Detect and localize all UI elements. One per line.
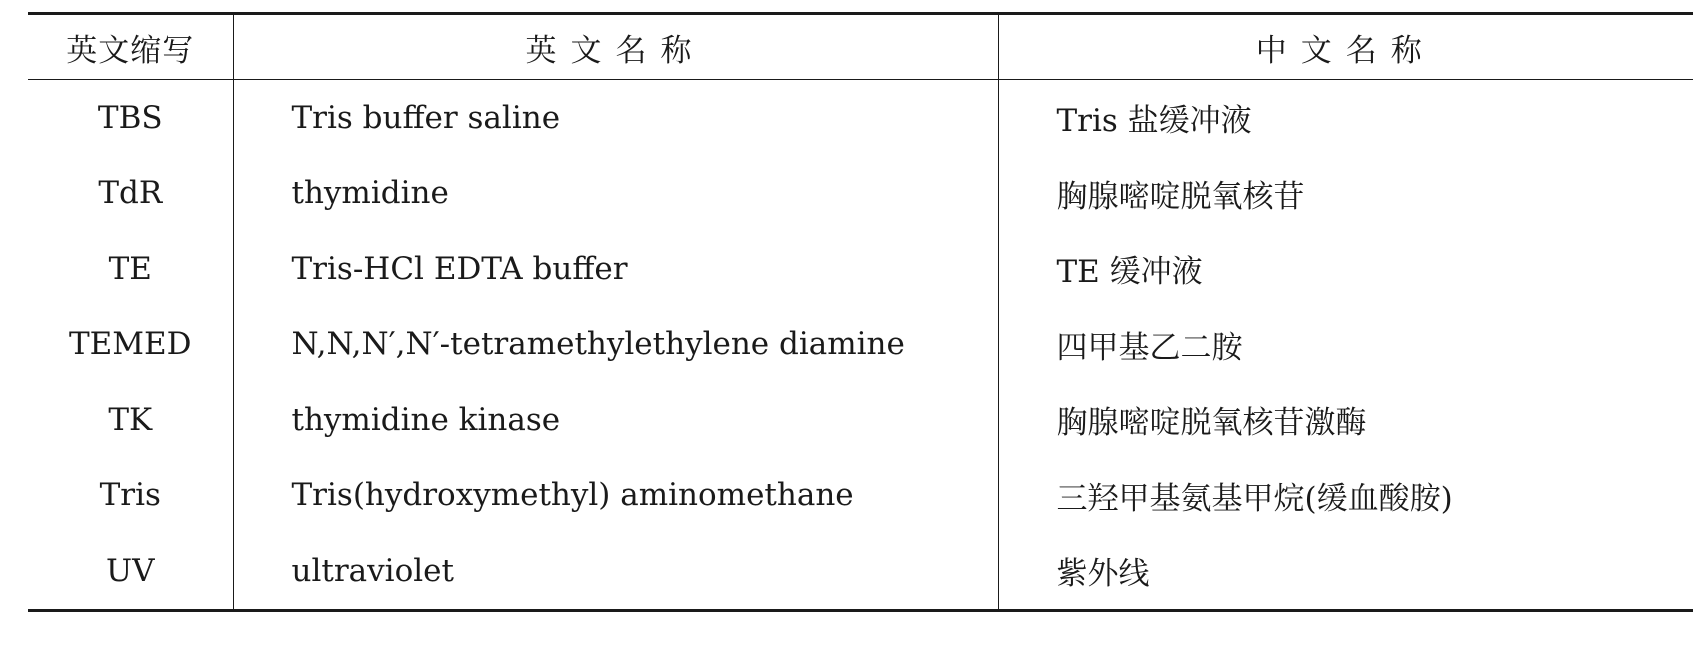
table-row xyxy=(28,533,1693,610)
header-abbreviation: 英文缩写 xyxy=(28,14,233,80)
english-name-cell: thymidine kinase xyxy=(233,382,998,458)
header-english-name: 英文名称 xyxy=(233,14,998,80)
abbreviation-table xyxy=(28,12,1693,612)
table-body xyxy=(28,80,1693,611)
chinese-name-cell: 四甲基乙二胺 xyxy=(1056,329,1243,366)
abbreviation-cell: Tris xyxy=(28,458,233,534)
english-name-cell: Tris(hydroxymethyl) aminomethane xyxy=(233,458,998,534)
table-row xyxy=(28,80,1693,156)
abbreviation-cell: TBS xyxy=(28,80,233,156)
table-row xyxy=(28,307,1693,383)
chinese-name-cell: 胸腺嘧啶脱氧核苷激酶 xyxy=(1056,405,1367,442)
english-name-cell: Tris-HCl EDTA buffer xyxy=(233,231,998,307)
table-header xyxy=(28,14,1693,80)
chinese-name-cell: TE 缓冲液 xyxy=(1056,254,1203,291)
chinese-name-cell: Tris 盐缓冲液 xyxy=(1056,103,1252,140)
chinese-name-cell: 三羟甲基氨基甲烷(缓血酸胺) xyxy=(1056,480,1453,517)
abbreviation-cell: TEMED xyxy=(28,307,233,383)
table-row xyxy=(28,382,1693,458)
table-row xyxy=(28,458,1693,534)
abbreviation-cell: TdR xyxy=(28,156,233,232)
chinese-name-cell: 胸腺嘧啶脱氧核苷 xyxy=(1056,178,1305,215)
header-row xyxy=(28,14,1693,80)
table-row xyxy=(28,231,1693,307)
english-name-cell: N,N,N′,N′-tetramethylethylene diamine xyxy=(233,307,998,383)
abbreviation-cell: TE xyxy=(28,231,233,307)
chinese-name-cell: 紫外线 xyxy=(1056,556,1150,593)
english-name-cell: thymidine xyxy=(233,156,998,232)
english-name-cell: Tris buffer saline xyxy=(233,80,998,156)
abbreviation-cell: TK xyxy=(28,382,233,458)
english-name-cell: ultraviolet xyxy=(233,533,998,610)
header-chinese-name: 中文名称 xyxy=(1255,32,1436,69)
table-row xyxy=(28,156,1693,232)
abbreviation-cell: UV xyxy=(28,533,233,610)
